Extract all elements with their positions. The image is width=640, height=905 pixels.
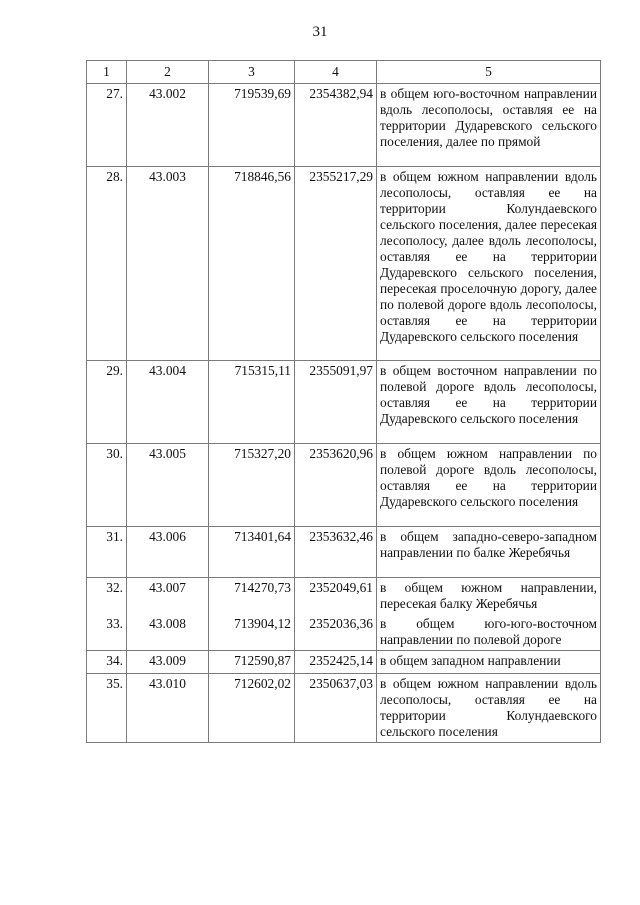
row-number: 33.: [87, 614, 127, 651]
column-header-3: 3: [209, 61, 295, 84]
table-row: [87, 578, 601, 615]
table-row: [87, 167, 601, 361]
row-number: 29.: [87, 361, 127, 444]
table-row: [87, 651, 601, 674]
coordinate-x: 715327,20: [209, 444, 295, 527]
route-description: в общем восточном направлении по полевой дороге вдоль лесополосы, оставляя ее на территории Дударевского сельского поселения: [377, 361, 601, 444]
page-number: 31: [312, 24, 328, 40]
boundary-description-table: [86, 60, 601, 743]
coordinate-x: 713904,12: [209, 614, 295, 651]
coordinate-y: 2352036,36: [295, 614, 377, 651]
point-code: 43.002: [127, 84, 209, 167]
column-header-5: 5: [377, 61, 601, 84]
coordinate-x: 712602,02: [209, 674, 295, 743]
table-row: [87, 614, 601, 651]
point-code: 43.009: [127, 651, 209, 674]
coordinate-y: 2353632,46: [295, 527, 377, 578]
coordinate-y: 2352425,14: [295, 651, 377, 674]
row-number: 30.: [87, 444, 127, 527]
route-description: в общем западном направлении: [377, 651, 601, 674]
coordinate-y: 2350637,03: [295, 674, 377, 743]
point-code: 43.006: [127, 527, 209, 578]
table-row: [87, 84, 601, 167]
route-description: в общем южном направлении вдоль лесополосы, оставляя ее на территории Колундаевского сельского поселения: [377, 674, 601, 743]
point-code: 43.008: [127, 614, 209, 651]
coordinate-y: 2352049,61: [295, 578, 377, 615]
table-row: [87, 527, 601, 578]
point-code: 43.007: [127, 578, 209, 615]
coordinate-x: 718846,56: [209, 167, 295, 361]
route-description: в общем южном направлении вдоль лесополосы, оставляя ее на территории Колундаевского сельского поселения, далее пересекая лесополосу, далее вдоль лесополосы, оставляя ее на территории Дударевского сельского поселения, пересекая проселочную дорогу, далее по полевой дороге вдоль лесополосы, оставляя ее на территории Дударевского сельского поселения: [377, 167, 601, 361]
coordinate-y: 2354382,94: [295, 84, 377, 167]
route-description: в общем западно-северо-западном направлении по балке Жеребячья: [377, 527, 601, 578]
table-row: [87, 674, 601, 743]
column-header-1: 1: [87, 61, 127, 84]
row-number: 31.: [87, 527, 127, 578]
table-header-row: [87, 61, 601, 84]
coordinate-x: 715315,11: [209, 361, 295, 444]
row-number: 28.: [87, 167, 127, 361]
table-row: [87, 444, 601, 527]
point-code: 43.004: [127, 361, 209, 444]
row-number: 32.: [87, 578, 127, 615]
row-number: 35.: [87, 674, 127, 743]
route-description: в общем южном направлении по полевой дороге вдоль лесополосы, оставляя ее на территории Дударевского сельского поселения: [377, 444, 601, 527]
column-header-4: 4: [295, 61, 377, 84]
route-description: в общем юго-юго-восточном направлении по полевой дороге: [377, 614, 601, 651]
table-row: [87, 361, 601, 444]
route-description: в общем юго-восточном направлении вдоль лесополосы, оставляя ее на территории Дударевского сельского поселения, далее по прямой: [377, 84, 601, 167]
coordinate-y: 2355091,97: [295, 361, 377, 444]
point-code: 43.005: [127, 444, 209, 527]
point-code: 43.003: [127, 167, 209, 361]
coordinate-y: 2355217,29: [295, 167, 377, 361]
coordinate-x: 713401,64: [209, 527, 295, 578]
point-code: 43.010: [127, 674, 209, 743]
column-header-2: 2: [127, 61, 209, 84]
coordinate-x: 714270,73: [209, 578, 295, 615]
coordinate-y: 2353620,96: [295, 444, 377, 527]
row-number: 34.: [87, 651, 127, 674]
coordinate-x: 712590,87: [209, 651, 295, 674]
route-description: в общем южном направлении, пересекая балку Жеребячья: [377, 578, 601, 615]
coordinate-x: 719539,69: [209, 84, 295, 167]
row-number: 27.: [87, 84, 127, 167]
